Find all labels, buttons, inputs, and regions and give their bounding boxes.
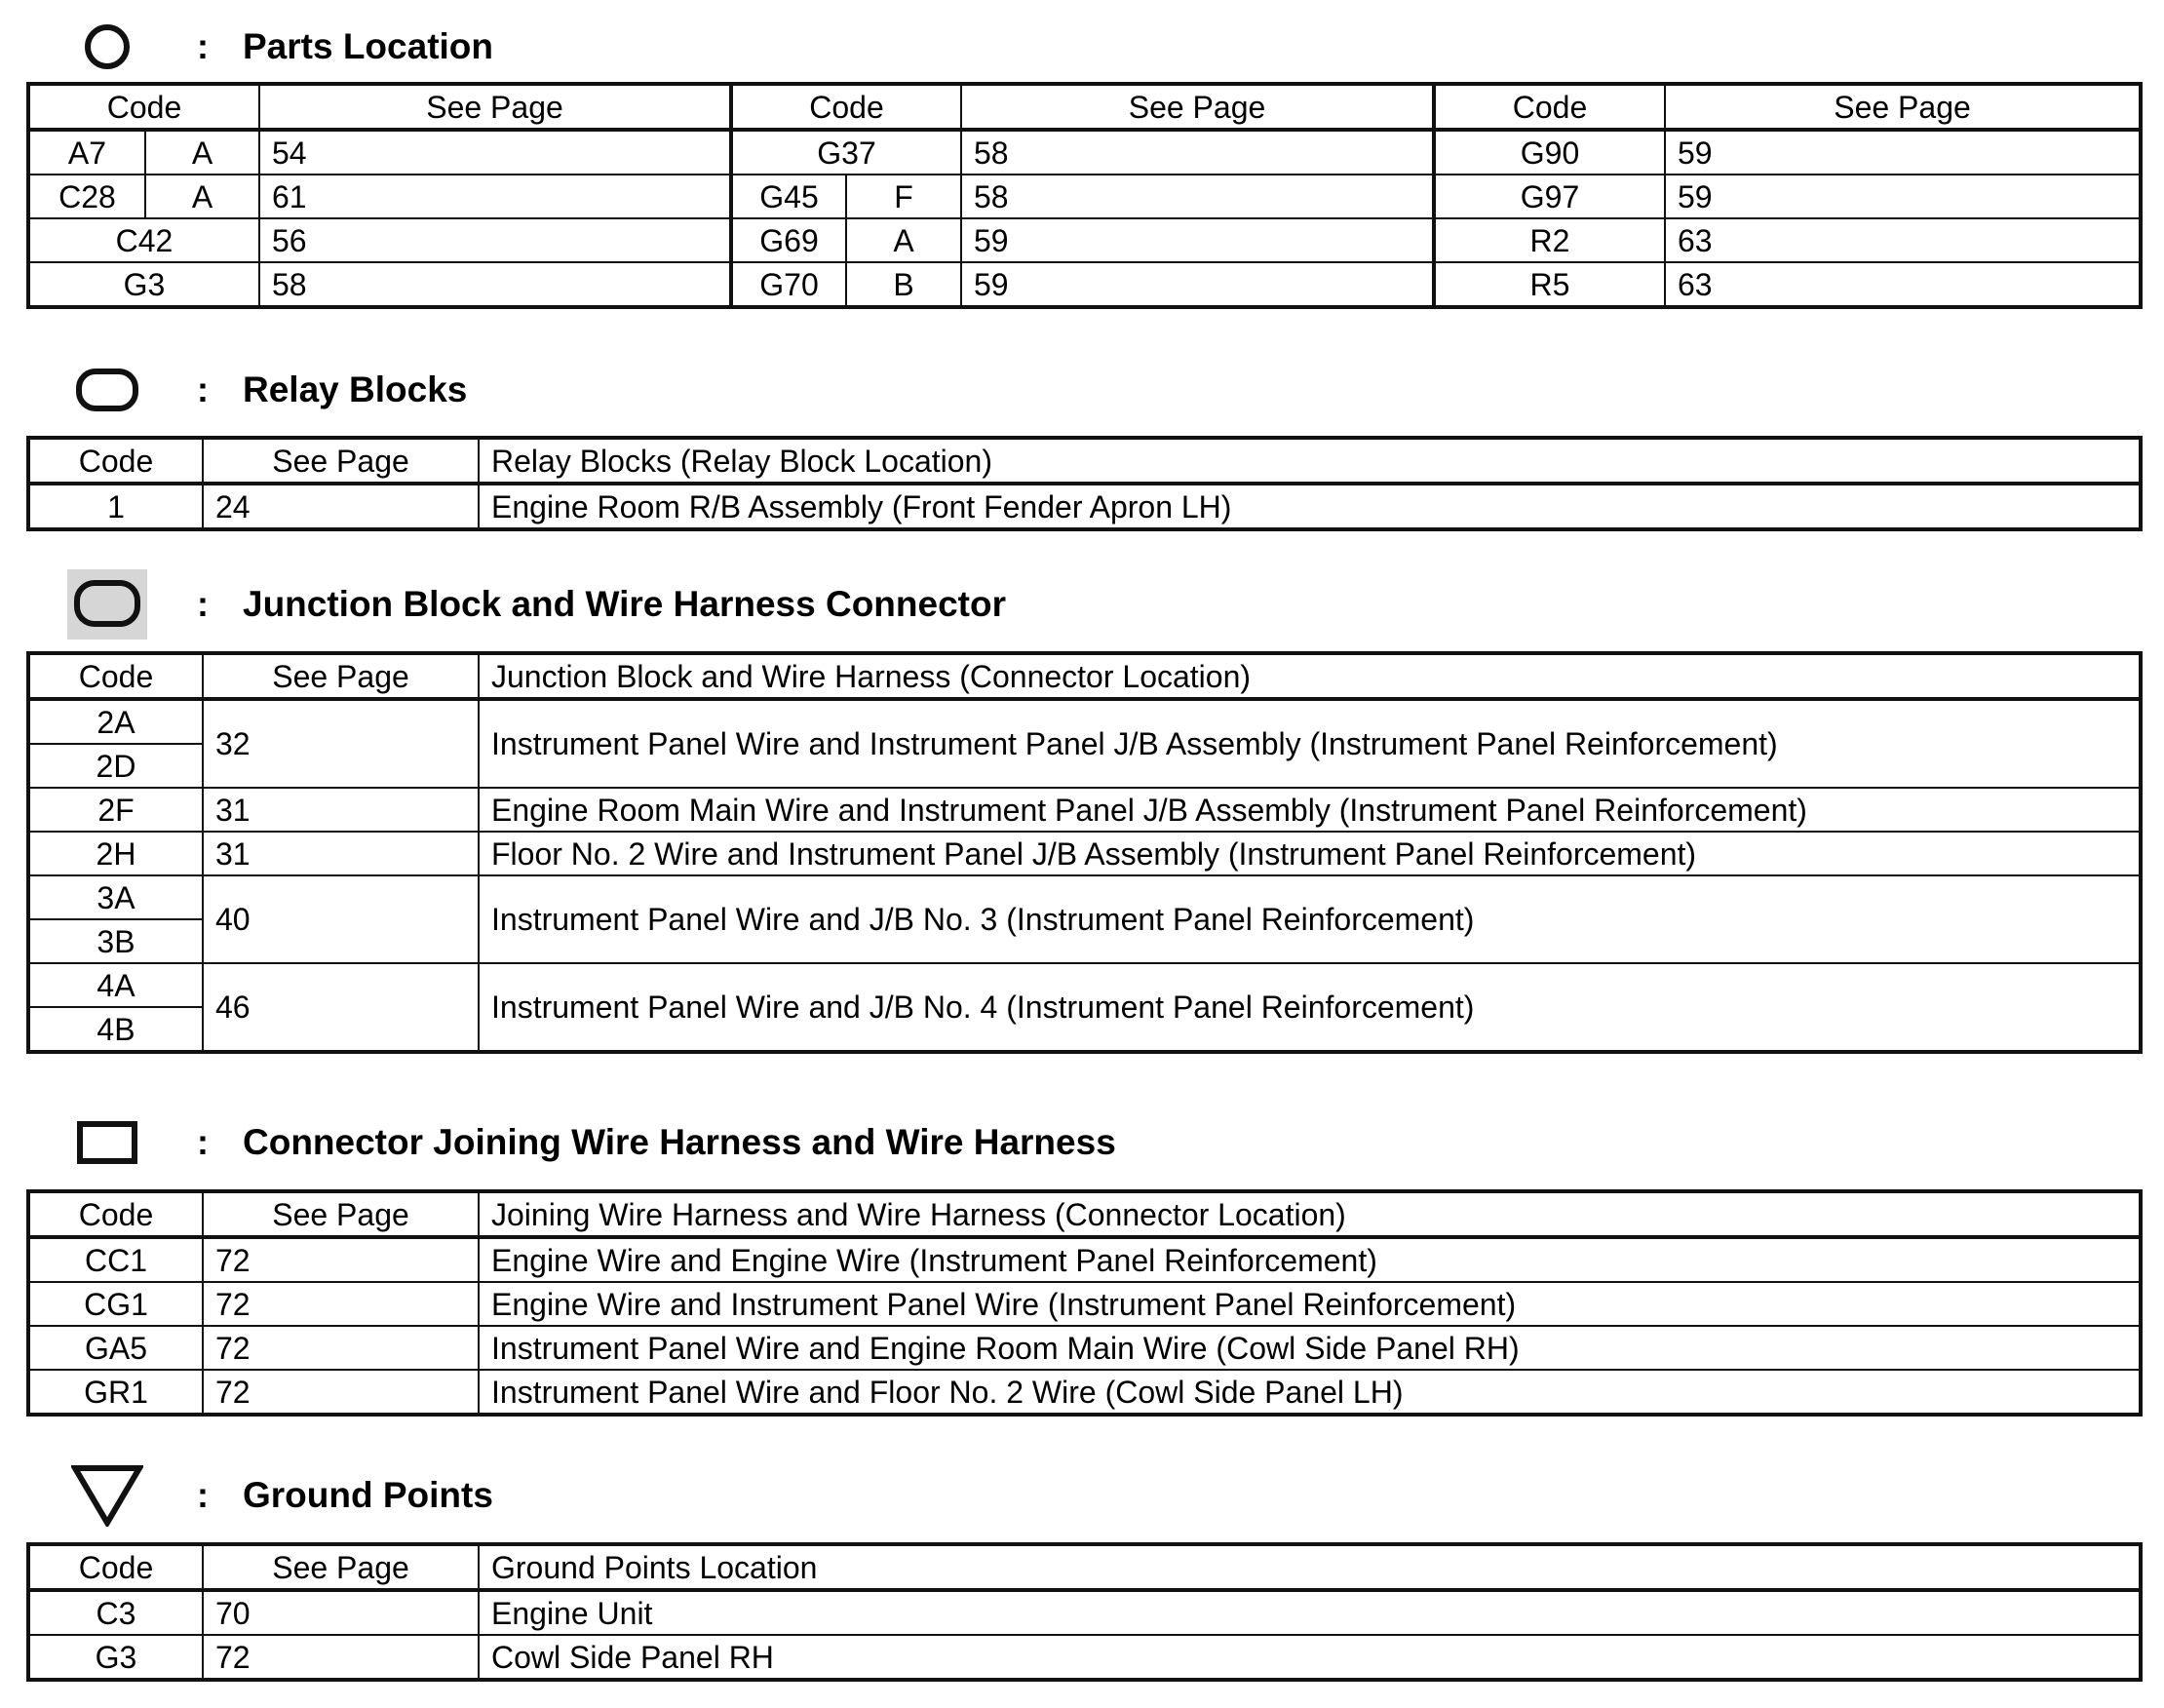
ground-points-heading (62, 1460, 493, 1531)
section-title: Connector Joining Wire Harness and Wire Harness (243, 1122, 1116, 1162)
parts-location-heading (62, 12, 493, 82)
description-cell: Cowl Side Panel RH (479, 1635, 2141, 1680)
header-see-page: See Page (203, 653, 479, 699)
sub-code-cell: A (145, 130, 259, 175)
connector-joining-table (26, 1189, 2143, 1417)
code-cell: G45 (731, 175, 846, 218)
table-row (28, 1635, 2141, 1680)
section-title: Relay Blocks (243, 369, 468, 409)
page-cell: 46 (203, 963, 479, 1052)
code-cell: CG1 (28, 1282, 203, 1326)
code-cell: 2H (28, 832, 203, 875)
page-cell: 72 (203, 1282, 479, 1326)
triangle-down-icon (62, 1460, 152, 1531)
table-row (28, 832, 2141, 875)
table-row (28, 1370, 2141, 1415)
code-cell: C3 (28, 1590, 203, 1635)
code-cell: 1 (28, 484, 203, 529)
page-cell: 72 (203, 1635, 479, 1680)
page-cell: 54 (259, 130, 731, 175)
table-row (28, 875, 2141, 919)
code-cell: 2A (28, 699, 203, 744)
table-row (28, 788, 2141, 832)
code-cell: R2 (1434, 218, 1665, 262)
sub-code-cell: A (846, 218, 961, 262)
section-title: Ground Points (243, 1475, 493, 1515)
table-row (28, 484, 2141, 529)
header-see-page: See Page (259, 84, 731, 130)
page-cell: 32 (203, 699, 479, 788)
table-row (28, 130, 2141, 175)
section-title: Junction Block and Wire Harness Connector (243, 584, 1006, 624)
code-cell: C42 (28, 218, 259, 262)
header-see-page: See Page (961, 84, 1434, 130)
page-cell: 63 (1665, 218, 2141, 262)
description-cell: Engine Room R/B Assembly (Front Fender Apron LH) (479, 484, 2141, 529)
page-cell: 58 (259, 262, 731, 307)
table-row (28, 1590, 2141, 1635)
code-cell: 4A (28, 963, 203, 1007)
section-title: Parts Location (243, 26, 493, 66)
table-header-row (28, 84, 2141, 130)
heading-colon: : (197, 1122, 209, 1162)
page-cell: 59 (961, 218, 1434, 262)
sub-code-cell: B (846, 262, 961, 307)
header-code: Code (28, 84, 259, 130)
page-cell: 72 (203, 1326, 479, 1370)
description-cell: Instrument Panel Wire and J/B No. 4 (Instrument Panel Reinforcement) (479, 963, 2141, 1052)
code-cell: 3B (28, 919, 203, 963)
description-cell: Instrument Panel Wire and J/B No. 3 (Instrument Panel Reinforcement) (479, 875, 2141, 963)
header-see-page: See Page (203, 1544, 479, 1590)
description-cell: Floor No. 2 Wire and Instrument Panel J/B Assembly (Instrument Panel Reinforcement) (479, 832, 2141, 875)
code-cell: R5 (1434, 262, 1665, 307)
header-see-page: See Page (203, 438, 479, 484)
code-cell: G3 (28, 262, 259, 307)
table-row (28, 262, 2141, 307)
code-cell: G37 (731, 130, 961, 175)
table-row (28, 218, 2141, 262)
relay-blocks-table (26, 436, 2143, 531)
page-cell: 58 (961, 130, 1434, 175)
header-code: Code (28, 1544, 203, 1590)
table-header-row (28, 1544, 2141, 1590)
page-cell: 40 (203, 875, 479, 963)
page-cell: 72 (203, 1370, 479, 1415)
table-row (28, 963, 2141, 1007)
header-see-page: See Page (203, 1191, 479, 1237)
header-code: Code (1434, 84, 1665, 130)
page-cell: 72 (203, 1237, 479, 1282)
page-cell: 31 (203, 832, 479, 875)
description-cell: Instrument Panel Wire and Engine Room Main Wire (Cowl Side Panel RH) (479, 1326, 2141, 1370)
code-cell: G69 (731, 218, 846, 262)
code-cell: 2D (28, 744, 203, 788)
page-cell: 24 (203, 484, 479, 529)
circle-icon (62, 12, 152, 82)
header-code: Code (731, 84, 961, 130)
page-cell: 61 (259, 175, 731, 218)
ground-points-table (26, 1542, 2143, 1682)
code-cell: GR1 (28, 1370, 203, 1415)
page-cell: 59 (1665, 175, 2141, 218)
table-row (28, 1237, 2141, 1282)
page-cell: 59 (961, 262, 1434, 307)
heading-colon: : (197, 369, 209, 409)
header-description: Junction Block and Wire Harness (Connector Location) (479, 653, 2141, 699)
description-cell: Engine Room Main Wire and Instrument Panel J/B Assembly (Instrument Panel Reinforcement) (479, 788, 2141, 832)
table-header-row (28, 438, 2141, 484)
header-description: Joining Wire Harness and Wire Harness (Connector Location) (479, 1191, 2141, 1237)
sub-code-cell: F (846, 175, 961, 218)
heading-colon: : (197, 1475, 209, 1515)
page-cell: 31 (203, 788, 479, 832)
description-cell: Instrument Panel Wire and Instrument Panel J/B Assembly (Instrument Panel Reinforcement) (479, 699, 2141, 788)
header-see-page: See Page (1665, 84, 2141, 130)
code-cell: G70 (731, 262, 846, 307)
code-cell: CC1 (28, 1237, 203, 1282)
rounded-rect-icon (62, 355, 152, 425)
table-row (28, 175, 2141, 218)
code-cell: A7 (28, 130, 145, 175)
shaded-rounded-rect-icon (62, 569, 152, 640)
code-cell: G97 (1434, 175, 1665, 218)
code-cell: G3 (28, 1635, 203, 1680)
code-cell: 4B (28, 1007, 203, 1052)
description-cell: Engine Wire and Instrument Panel Wire (Instrument Panel Reinforcement) (479, 1282, 2141, 1326)
page-cell: 70 (203, 1590, 479, 1635)
description-cell: Engine Wire and Engine Wire (Instrument Panel Reinforcement) (479, 1237, 2141, 1282)
table-header-row (28, 653, 2141, 699)
header-code: Code (28, 438, 203, 484)
code-cell: 2F (28, 788, 203, 832)
description-cell: Engine Unit (479, 1590, 2141, 1635)
header-description: Relay Blocks (Relay Block Location) (479, 438, 2141, 484)
description-cell: Instrument Panel Wire and Floor No. 2 Wire (Cowl Side Panel LH) (479, 1370, 2141, 1415)
relay-blocks-heading (62, 355, 467, 425)
header-code: Code (28, 653, 203, 699)
code-cell: GA5 (28, 1326, 203, 1370)
heading-colon: : (197, 584, 209, 624)
table-row (28, 1326, 2141, 1370)
page-cell: 58 (961, 175, 1434, 218)
junction-block-table (26, 651, 2143, 1054)
sub-code-cell: A (145, 175, 259, 218)
parts-location-table (26, 82, 2143, 309)
header-code: Code (28, 1191, 203, 1237)
table-row (28, 1282, 2141, 1326)
page-cell: 63 (1665, 262, 2141, 307)
connector-joining-heading (62, 1107, 1116, 1178)
header-description: Ground Points Location (479, 1544, 2141, 1590)
table-row (28, 699, 2141, 744)
code-cell: C28 (28, 175, 145, 218)
code-cell: G90 (1434, 130, 1665, 175)
heading-colon: : (197, 26, 209, 66)
code-cell: 3A (28, 875, 203, 919)
page-cell: 56 (259, 218, 731, 262)
page-cell: 59 (1665, 130, 2141, 175)
square-icon (62, 1107, 152, 1178)
junction-block-heading (62, 569, 1006, 640)
table-header-row (28, 1191, 2141, 1237)
